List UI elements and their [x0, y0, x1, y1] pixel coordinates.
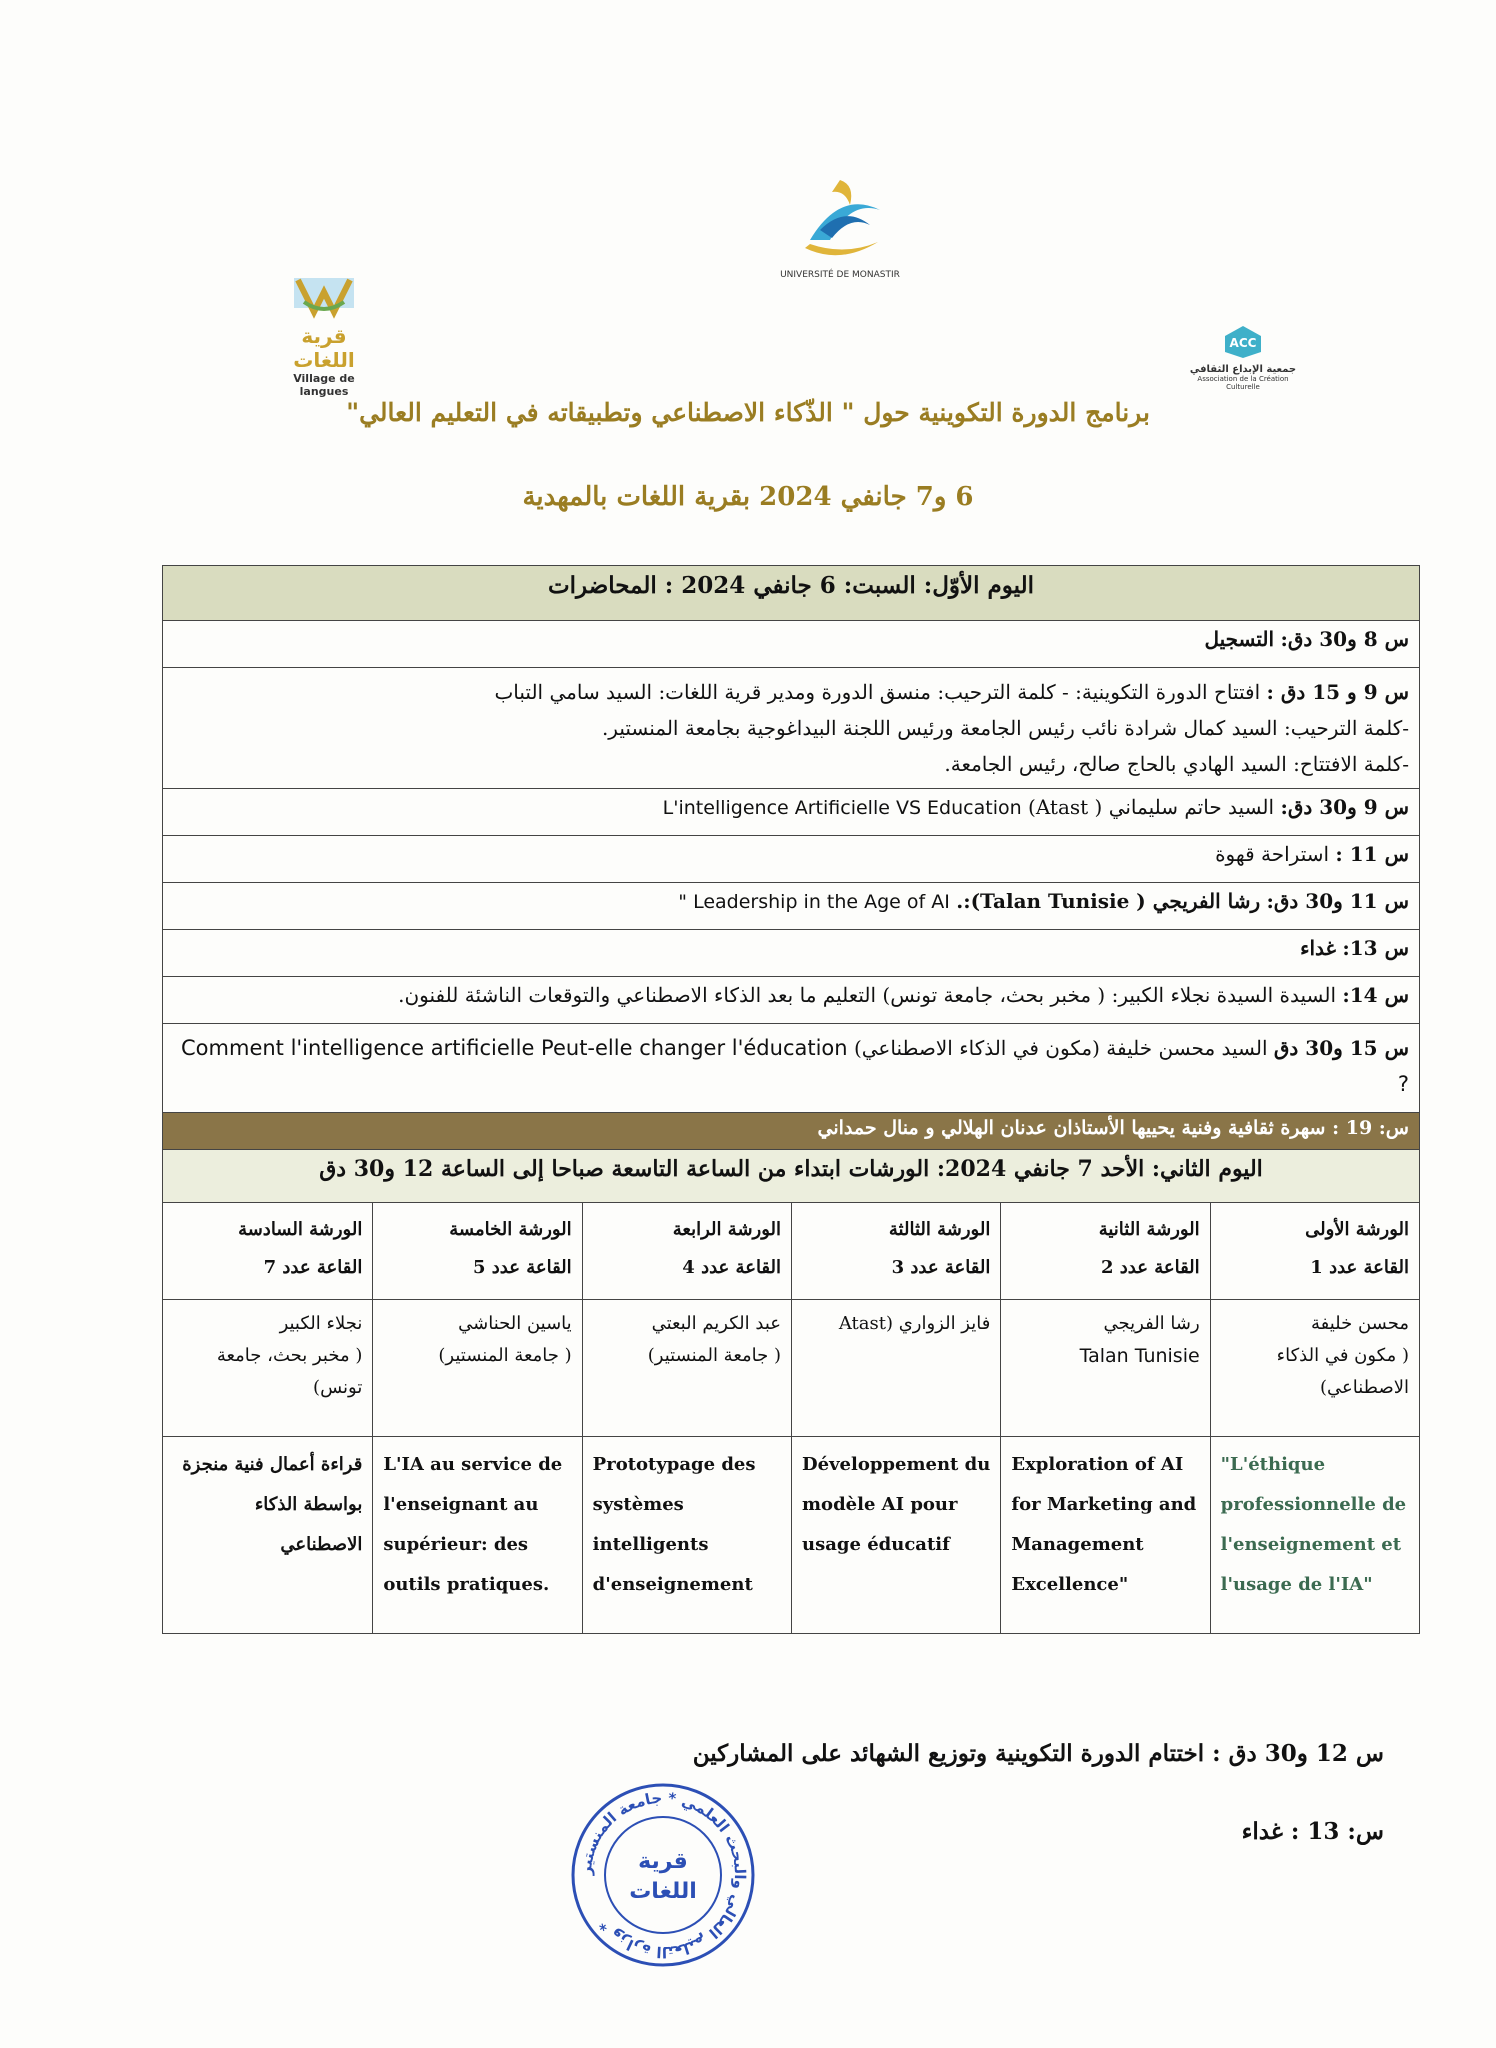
acc-logo-letters: ACC	[1229, 336, 1257, 350]
table-row	[163, 1024, 1420, 1113]
university-logo-text: UNIVERSITÉ DE MONASTIR	[780, 270, 900, 280]
row-time: س 13:	[1342, 936, 1409, 960]
day2-header-row	[163, 1150, 1420, 1203]
row-text: -كلمة الترحيب: السيد كمال شرادة نائب رئيس الجامعة ورئيس اللجنة البيداغوجية بجامعة المنستير.	[601, 716, 1409, 740]
association-logo-french: Association de la Création Culturelle	[1197, 375, 1289, 391]
village-logo	[268, 272, 380, 398]
village-logo-french: Village de langues	[293, 372, 355, 398]
workshop-room: القاعة عدد 4	[682, 1257, 782, 1278]
row-text-fr: " Leadership in the Age of AI	[678, 891, 950, 913]
village-logo-arabic: قرية اللغات	[293, 324, 355, 372]
row-text: -كلمة الافتتاح: السيد الهادي بالحاج صالح، رئيس الجامعة.	[944, 752, 1409, 776]
row-time: س 9 و30 دق:	[1280, 795, 1409, 819]
workshop-room: القاعة عدد 3	[891, 1257, 991, 1278]
workshop-name: الورشة الثانية	[1098, 1219, 1200, 1240]
table-row	[163, 668, 1420, 789]
village-de-langues-logo-icon	[284, 272, 364, 320]
workshop-name: الورشة الثالثة	[888, 1219, 991, 1240]
table-row	[163, 930, 1420, 977]
workshop-6	[163, 1203, 372, 1299]
row-time: س 11 و30 دق:	[1266, 889, 1409, 913]
workshop-1	[1210, 1203, 1419, 1299]
association-logo-arabic: جمعية الإبداع الثقافي	[1189, 364, 1297, 375]
workshop-affil: ( مكون في الذكاء الاصطناعي)	[1276, 1345, 1409, 1398]
workshops-row	[163, 1203, 1420, 1634]
row-time: س 14:	[1342, 983, 1409, 1007]
workshop-topic: L'IA au service de l'enseignant au supérieur: des outils pratiques.	[372, 1437, 581, 1633]
workshop-topic: Développement du modèle AI pour usage éducatif	[791, 1437, 1000, 1633]
lunch-line: س: 13 : غداء	[1241, 1818, 1384, 1845]
day1-header-row	[163, 566, 1420, 621]
workshop-3	[791, 1203, 1000, 1299]
stamp-outer-text: وزارة التعليم العالي والبحث العلمي * جامعة المنستير *	[576, 1788, 750, 1962]
day2-header: اليوم الثاني: الأحد 7 جانفي 2024: الورشات ابتداء من الساعة التاسعة صباحا إلى الساعة 12 و30 دق	[163, 1150, 1420, 1203]
row-text-fr: L'intelligence Artificielle VS Education	[662, 797, 1022, 819]
official-stamp	[568, 1780, 758, 1970]
workshop-speaker: فايز الزواري (Atast	[838, 1313, 991, 1334]
workshop-room: القاعة عدد 5	[472, 1257, 572, 1278]
workshop-names	[163, 1203, 1419, 1299]
workshop-room: القاعة عدد 7	[263, 1257, 363, 1278]
svg-text:وزارة التعليم العالي والبحث ال	[577, 1789, 749, 1961]
workshop-speaker: عبد الكريم البعتي	[651, 1313, 782, 1334]
workshop-speaker: رشا الفريجي	[1103, 1313, 1200, 1334]
row-text: رشا الفريجي ( Talan Tunisie):.	[956, 889, 1261, 913]
workshop-affil: ( جامعة المنستير)	[438, 1345, 572, 1366]
row-text: السيد محسن خليفة (مكون في الذكاء الاصطناعي)	[853, 1036, 1268, 1060]
schedule-table	[162, 565, 1420, 1634]
row-text: السيد حاتم سليماني ( Atast)	[1028, 795, 1275, 819]
workshop-speaker: محسن خليفة	[1310, 1313, 1409, 1334]
workshop-4	[582, 1203, 791, 1299]
closing-line: س 12 و30 دق : اختتام الدورة التكوينية وتوزيع الشهائد على المشاركين	[692, 1740, 1384, 1767]
page-title: برنامج الدورة التكوينية حول " الذّكاء الاصطناعي وتطبيقاته في التعليم العالي"	[346, 398, 1150, 427]
workshop-affil: Talan Tunisie	[1079, 1345, 1200, 1367]
workshop-topics	[163, 1436, 1419, 1633]
workshop-room: القاعة عدد 1	[1310, 1257, 1409, 1278]
row-time: س 8 و30 دق:	[1280, 627, 1409, 651]
workshop-topic: Exploration of AI for Marketing and Management Excellence"	[1000, 1437, 1209, 1633]
row-time: س 11 :	[1335, 842, 1409, 866]
table-row	[163, 836, 1420, 883]
workshop-topic: "L'éthique professionnelle de l'enseignement et l'usage de l'IA"	[1210, 1437, 1419, 1633]
row-time: س 15 و30 دق	[1273, 1036, 1409, 1060]
workshop-room: القاعة عدد 2	[1100, 1257, 1200, 1278]
workshop-5	[372, 1203, 581, 1299]
page-subtitle: 6 و7 جانفي 2024 بقرية اللغات بالمهدية	[522, 482, 974, 512]
table-row	[163, 977, 1420, 1024]
workshop-name: الورشة الأولى	[1305, 1219, 1409, 1240]
table-row	[163, 883, 1420, 930]
table-row	[163, 621, 1420, 668]
row-time: س 9 و 15 دق :	[1266, 680, 1409, 704]
association-logo	[1188, 324, 1298, 391]
soiree-text: س: 19 : سهرة ثقافية وفنية يحييها الأستاذان عدنان الهلالي و منال حمداني	[163, 1113, 1420, 1150]
row-text: غداء	[1300, 936, 1337, 960]
universite-de-monastir-logo-icon	[770, 170, 910, 280]
workshop-affil: ( مخبر بحث، جامعة تونس)	[216, 1345, 363, 1398]
workshop-topic: Prototypage des systèmes intelligents d'enseignement	[582, 1437, 791, 1633]
row-text: افتتاح الدورة التكوينية: - كلمة الترحيب: منسق الدورة ومدير قرية اللغات: السيد سامي التباب	[494, 680, 1261, 704]
workshop-speaker: ياسين الحناشي	[458, 1313, 572, 1334]
stamp-inner-text: قرية	[638, 1849, 688, 1874]
official-stamp-icon	[568, 1780, 758, 1970]
workshop-topic: قراءة أعمال فنية منجزة بواسطة الذكاء الاصطناعي	[182, 1454, 363, 1555]
workshop-speakers	[163, 1299, 1419, 1436]
table-row	[163, 789, 1420, 836]
row-text: السيدة السيدة نجلاء الكبير: ( مخبر بحث، جامعة تونس) التعليم ما بعد الذكاء الاصطناعي والتوقعات الناشئة للفنون.	[398, 983, 1337, 1007]
row-text: التسجيل	[1204, 627, 1275, 651]
workshop-name: الورشة الرابعة	[672, 1219, 782, 1240]
workshop-name: الورشة الخامسة	[449, 1219, 572, 1240]
soiree-row	[163, 1113, 1420, 1150]
acc-logo-icon	[1221, 324, 1265, 360]
workshop-speaker: نجلاء الكبير	[279, 1313, 363, 1334]
stamp-inner-text: اللغات	[629, 1879, 697, 1904]
university-logo	[770, 170, 910, 280]
row-text-fr: Comment l'intelligence artificielle Peut-elle changer l'éducation ?	[181, 1036, 1409, 1096]
workshop-affil: ( جامعة المنستير)	[647, 1345, 782, 1366]
row-text: استراحة قهوة	[1215, 842, 1330, 866]
workshop-2	[1000, 1203, 1209, 1299]
day1-header: اليوم الأوّل: السبت: 6 جانفي 2024 : المحاضرات	[163, 566, 1420, 621]
workshop-name: الورشة السادسة	[238, 1219, 363, 1240]
